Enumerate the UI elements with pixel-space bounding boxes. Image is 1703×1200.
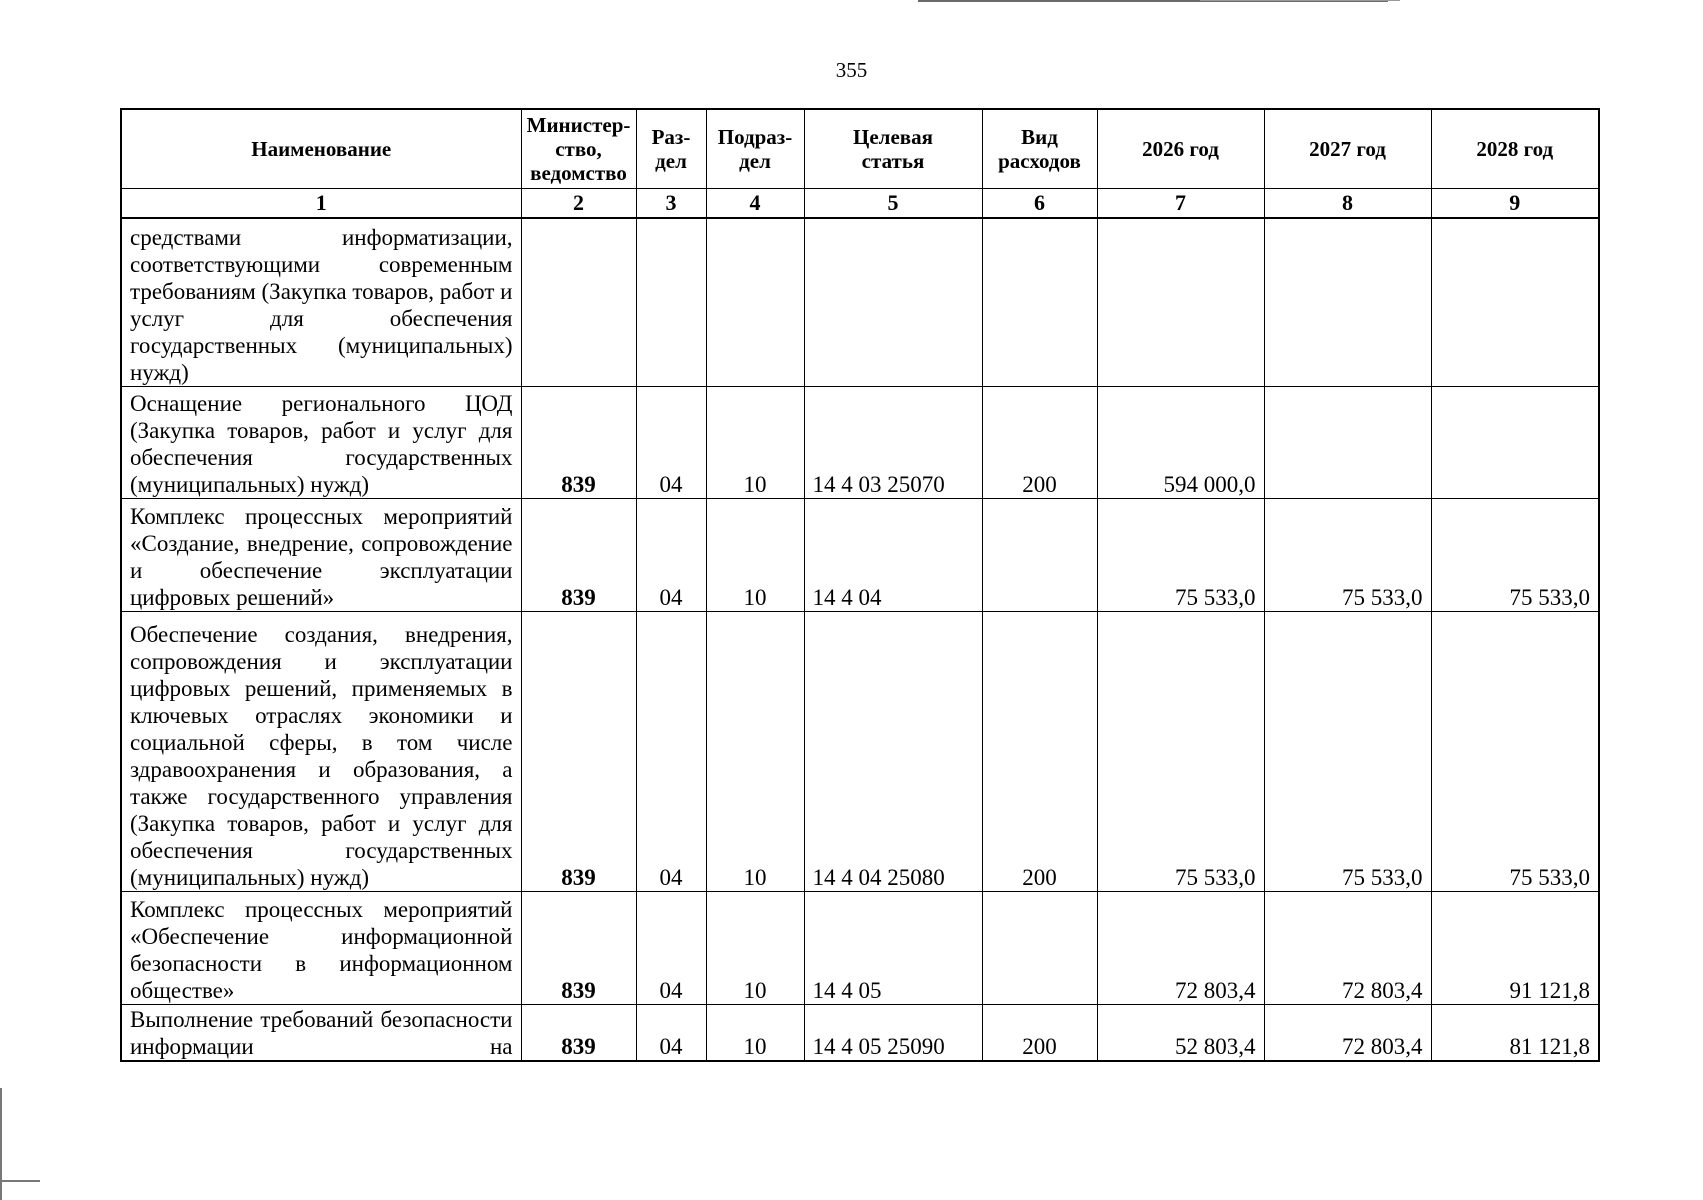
row-2028 [1431, 386, 1599, 498]
column-number: 1 [121, 189, 521, 219]
row-expense-type: 200 [982, 611, 1097, 891]
row-target: 14 4 04 25080 [804, 611, 982, 891]
row-2026 [1097, 218, 1264, 386]
header-subsection: Подраз- дел [706, 109, 804, 189]
row-expense-type: 200 [982, 1004, 1097, 1061]
header-expense-type: Вид расходов [982, 109, 1097, 189]
row-2028: 81 121,8 [1431, 1004, 1599, 1061]
row-expense-type: 200 [982, 386, 1097, 498]
row-name: Комплекс процессных мероприятий «Создание, внедрение, сопровождение и обеспечение эксплуатации цифровых решений» [121, 498, 521, 611]
row-2026: 594 000,0 [1097, 386, 1264, 498]
table-row [121, 891, 1599, 1004]
row-subsection: 10 [706, 386, 804, 498]
row-ministry: 839 [521, 1004, 636, 1061]
table-row [121, 611, 1599, 891]
row-name: Комплекс процессных мероприятий «Обеспечение информационной безопасности в информационном обществе» [121, 891, 521, 1004]
row-name: средствами информатизации, соответствующими современным требованиям (Закупка товаров, работ и услуг для обеспечения государственных (муниципальных) нужд) [121, 218, 521, 386]
row-subsection: 10 [706, 1004, 804, 1061]
scan-artifact-left-bottom [0, 1180, 40, 1182]
row-section: 04 [636, 1004, 706, 1061]
row-target: 14 4 03 25070 [804, 386, 982, 498]
row-2027: 72 803,4 [1264, 1004, 1431, 1061]
row-target: 14 4 04 [804, 498, 982, 611]
header-target: Целевая статья [804, 109, 982, 189]
table-row [121, 498, 1599, 611]
column-number: 7 [1097, 189, 1264, 219]
row-subsection: 10 [706, 611, 804, 891]
row-2028 [1431, 218, 1599, 386]
row-name: Выполнение требований безопасности информации на [121, 1004, 521, 1061]
table-header-row [121, 109, 1599, 189]
row-2027: 72 803,4 [1264, 891, 1431, 1004]
row-expense-type [982, 218, 1097, 386]
row-2026: 72 803,4 [1097, 891, 1264, 1004]
scan-artifact-left [0, 1088, 2, 1200]
row-2028: 91 121,8 [1431, 891, 1599, 1004]
column-number: 9 [1431, 189, 1599, 219]
row-ministry [521, 218, 636, 386]
row-subsection: 10 [706, 498, 804, 611]
header-ministry: Министер- ство, ведомство [521, 109, 636, 189]
header-name: Наименование [121, 109, 521, 189]
row-target: 14 4 05 [804, 891, 982, 1004]
row-2028: 75 533,0 [1431, 611, 1599, 891]
table-row [121, 386, 1599, 498]
row-2027: 75 533,0 [1264, 611, 1431, 891]
column-number: 6 [982, 189, 1097, 219]
row-2027 [1264, 218, 1431, 386]
row-subsection: 10 [706, 891, 804, 1004]
row-ministry: 839 [521, 498, 636, 611]
row-ministry: 839 [521, 891, 636, 1004]
column-number: 4 [706, 189, 804, 219]
header-2026: 2026 год [1097, 109, 1264, 189]
row-name: Оснащение регионального ЦОД (Закупка товаров, работ и услуг для обеспечения государственных (муниципальных) нужд) [121, 386, 521, 498]
row-target [804, 218, 982, 386]
row-section: 04 [636, 891, 706, 1004]
row-2027 [1264, 386, 1431, 498]
row-name: Обеспечение создания, внедрения, сопровождения и эксплуатации цифровых решений, применяемых в ключевых отраслях экономики и социальной сферы, в том числе здравоохранения и образования, а также государственного управления (Закупка товаров, работ и услуг для обеспечения государственных (муниципальных) нужд) [121, 611, 521, 891]
table-row [121, 1004, 1599, 1061]
row-2026: 75 533,0 [1097, 611, 1264, 891]
row-section [636, 218, 706, 386]
scan-artifact-top-secondary [1200, 0, 1400, 1]
row-ministry: 839 [521, 611, 636, 891]
column-number: 2 [521, 189, 636, 219]
column-number: 3 [636, 189, 706, 219]
row-expense-type [982, 891, 1097, 1004]
row-target: 14 4 05 25090 [804, 1004, 982, 1061]
budget-table [120, 108, 1600, 1062]
row-section: 04 [636, 498, 706, 611]
header-2028: 2028 год [1431, 109, 1599, 189]
page-number: 355 [835, 58, 868, 82]
header-2027: 2027 год [1264, 109, 1431, 189]
row-expense-type [982, 498, 1097, 611]
column-number: 5 [804, 189, 982, 219]
table-row [121, 218, 1599, 386]
column-number: 8 [1264, 189, 1431, 219]
row-2027: 75 533,0 [1264, 498, 1431, 611]
row-2028: 75 533,0 [1431, 498, 1599, 611]
row-section: 04 [636, 386, 706, 498]
row-section: 04 [636, 611, 706, 891]
row-ministry: 839 [521, 386, 636, 498]
header-section: Раз- дел [636, 109, 706, 189]
row-subsection [706, 218, 804, 386]
row-2026: 75 533,0 [1097, 498, 1264, 611]
column-number-row [121, 189, 1599, 219]
row-2026: 52 803,4 [1097, 1004, 1264, 1061]
